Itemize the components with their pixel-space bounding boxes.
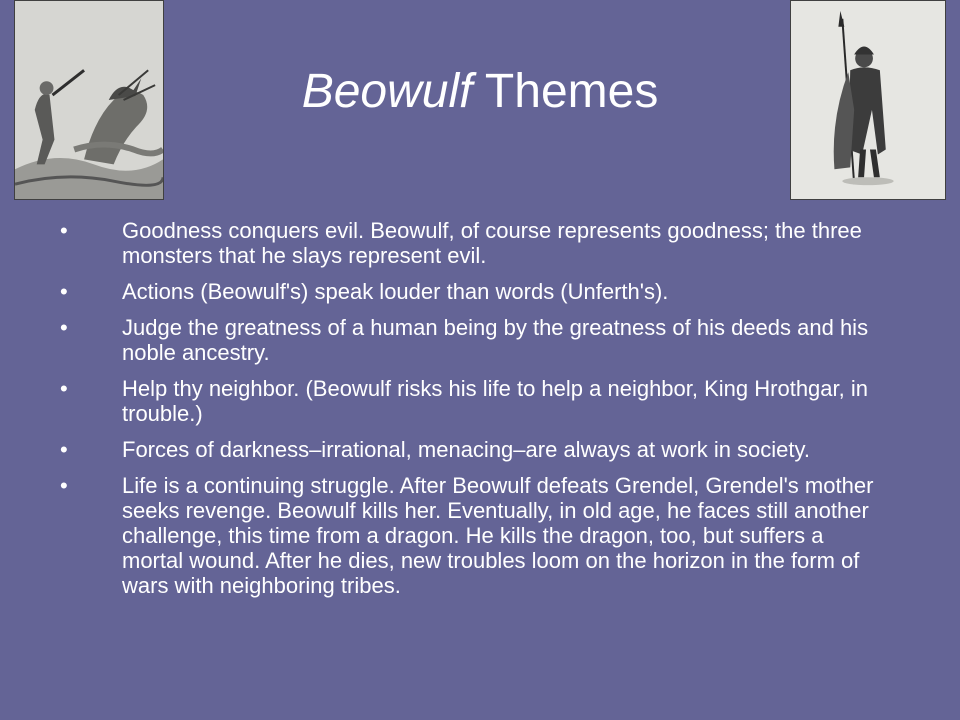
theme-bullet-list — [60, 218, 890, 609]
bullet-marker: • — [60, 315, 68, 340]
bullet-item — [60, 315, 890, 365]
bullet-item — [60, 437, 890, 462]
bullet-text: Judge the greatness of a human being by the greatness of his deeds and his noble ancestry. — [122, 315, 869, 365]
bullet-text: Help thy neighbor. (Beowulf risks his life to help a neighbor, King Hrothgar, in trouble.) — [122, 376, 868, 426]
bullet-marker: • — [60, 279, 68, 304]
bullet-marker: • — [60, 437, 68, 462]
bullet-text: Forces of darkness–irrational, menacing–are always at work in society. — [122, 437, 811, 462]
bullet-text: Goodness conquers evil. Beowulf, of course represents goodness; the three monsters that he slays represent evil. — [122, 218, 862, 268]
slide-title — [0, 62, 960, 122]
bullet-marker: • — [60, 218, 68, 243]
bullet-text: Life is a continuing struggle. After Beowulf defeats Grendel, Grendel's mother seeks revenge. Beowulf kills her. Eventually, in old age, he faces still another challenge, this time from a dragon. He kills the dragon, too, but suffers a mortal wound. After he dies, new troubles loom on the horizon in the form of wars with neighboring tribes. — [122, 473, 874, 598]
bullet-marker: • — [60, 473, 68, 498]
bullet-item — [60, 473, 890, 598]
title-emphasis: Beowulf — [301, 65, 473, 118]
bullet-marker: • — [60, 376, 68, 401]
title-rest: Themes — [472, 65, 659, 118]
bullet-item — [60, 279, 890, 304]
bullet-item — [60, 376, 890, 426]
bullet-text: Actions (Beowulf's) speak louder than words (Unferth's). — [122, 279, 669, 304]
bullet-item — [60, 218, 890, 268]
